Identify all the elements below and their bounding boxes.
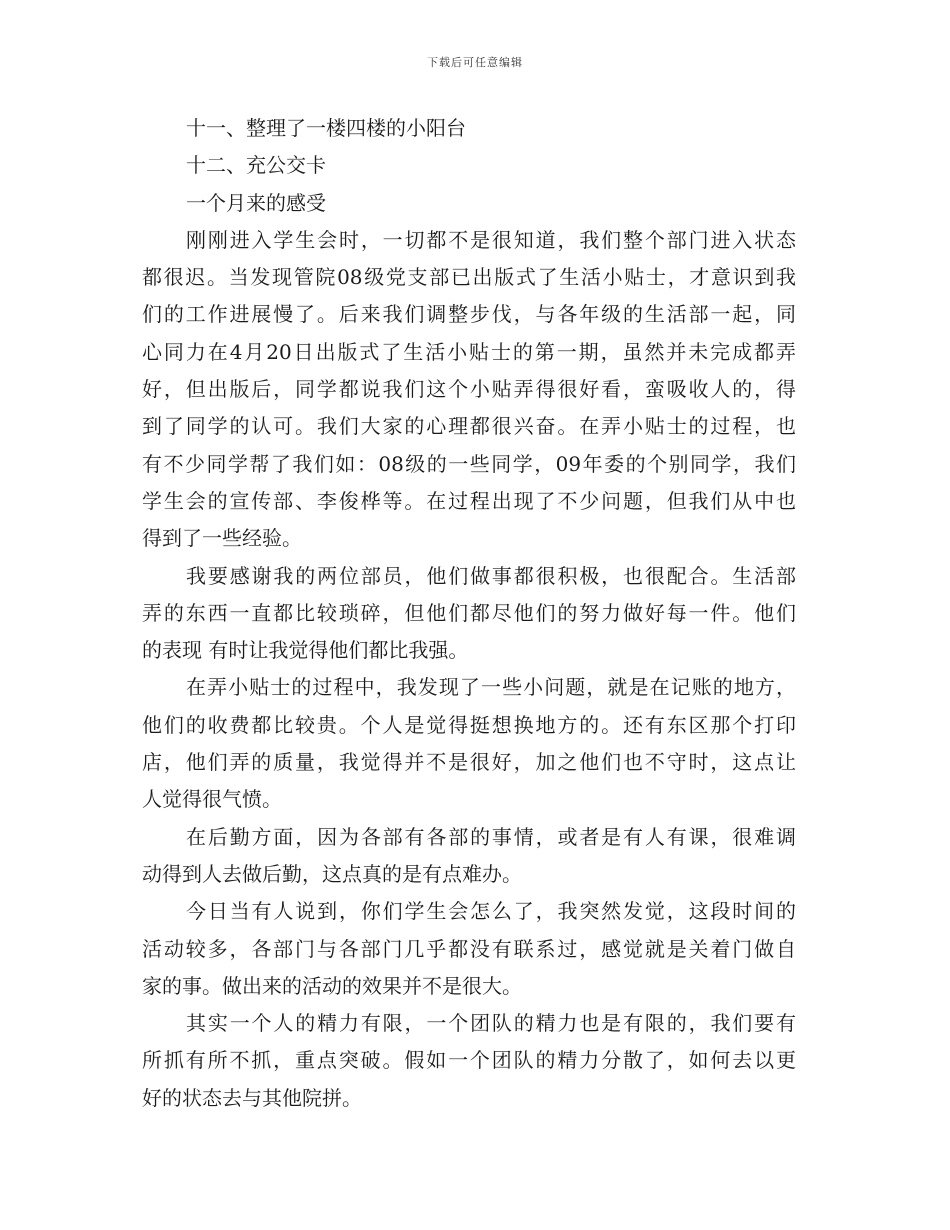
page-header-note: 下载后可任意编辑 [427, 56, 523, 69]
text-line: 今日当有人说到，你们学生会怎么了，我突然发觉，这段时间的 [186, 899, 796, 924]
text-line: 动得到人去做后勤，这点真的是有点难办。 [142, 861, 522, 886]
text-line: 我要感谢我的两位部员，他们做事都很积极，也很配合。生活部 [186, 563, 796, 588]
text-line: 们的工作进展慢了。后来我们调整步伐，与各年级的生活部一起，同 [142, 302, 796, 327]
text-line: 好，但出版后，同学都说我们这个小贴弄得很好看，蛮吸收人的，得 [142, 377, 796, 402]
text-line: 刚刚进入学生会时，一切都不是很知道，我们整个部门进入状态 [186, 227, 796, 252]
text-line: 十一、整理了一楼四楼的小阳台 [186, 116, 466, 140]
text-line: 都很迟。当发现管院08级党支部已出版式了生活小贴士，才意识到我 [142, 265, 796, 290]
text-line: 学生会的宣传部、李俊桦等。在过程出现了不少问题，但我们从中也 [142, 488, 796, 513]
text-line: 活动较多，各部门与各部门几乎都没有联系过，感觉就是关着门做自 [142, 936, 796, 961]
text-line: 所抓有所不抓，重点突破。假如一个团队的精力分散了，如何去以更 [142, 1048, 796, 1073]
text-line: 在后勤方面，因为各部有各部的事情，或者是有人有课，很难调 [186, 824, 796, 849]
text-line: 好的状态去与其他院拼。 [142, 1085, 362, 1110]
text-line: 家的事。做出来的活动的效果并不是很大。 [142, 973, 522, 998]
text-line: 一个月来的感受 [186, 190, 326, 215]
text-line: 的表现 有时让我觉得他们都比我强。 [142, 638, 469, 663]
text-line: 得到了一些经验。 [142, 526, 302, 551]
text-line: 其实一个人的精力有限，一个团队的精力也是有限的，我们要有 [186, 1011, 796, 1036]
text-line: 心同力在4月20日出版式了生活小贴士的第一期，虽然并未完成都弄 [142, 339, 796, 364]
text-line: 人觉得很气愤。 [142, 787, 282, 812]
text-line: 弄的东西一直都比较琐碎，但他们都尽他们的努力做好每一件。他们 [142, 600, 796, 625]
text-line: 店，他们弄的质量，我觉得并不是很好，加之他们也不守时，这点让 [142, 750, 796, 775]
text-line: 十二、充公交卡 [186, 153, 326, 178]
text-line: 有不少同学帮了我们如：08级的一些同学，09年委的个别同学，我们 [142, 451, 796, 476]
text-line: 到了同学的认可。我们大家的心理都很兴奋。在弄小贴士的过程，也 [142, 414, 796, 439]
text-line: 他们的收费都比较贵。个人是觉得挺想换地方的。还有东区那个打印 [142, 712, 796, 737]
document-body [142, 110, 796, 1117]
text-line: 在弄小贴士的过程中，我发现了一些小问题，就是在记账的地方， [186, 675, 796, 700]
